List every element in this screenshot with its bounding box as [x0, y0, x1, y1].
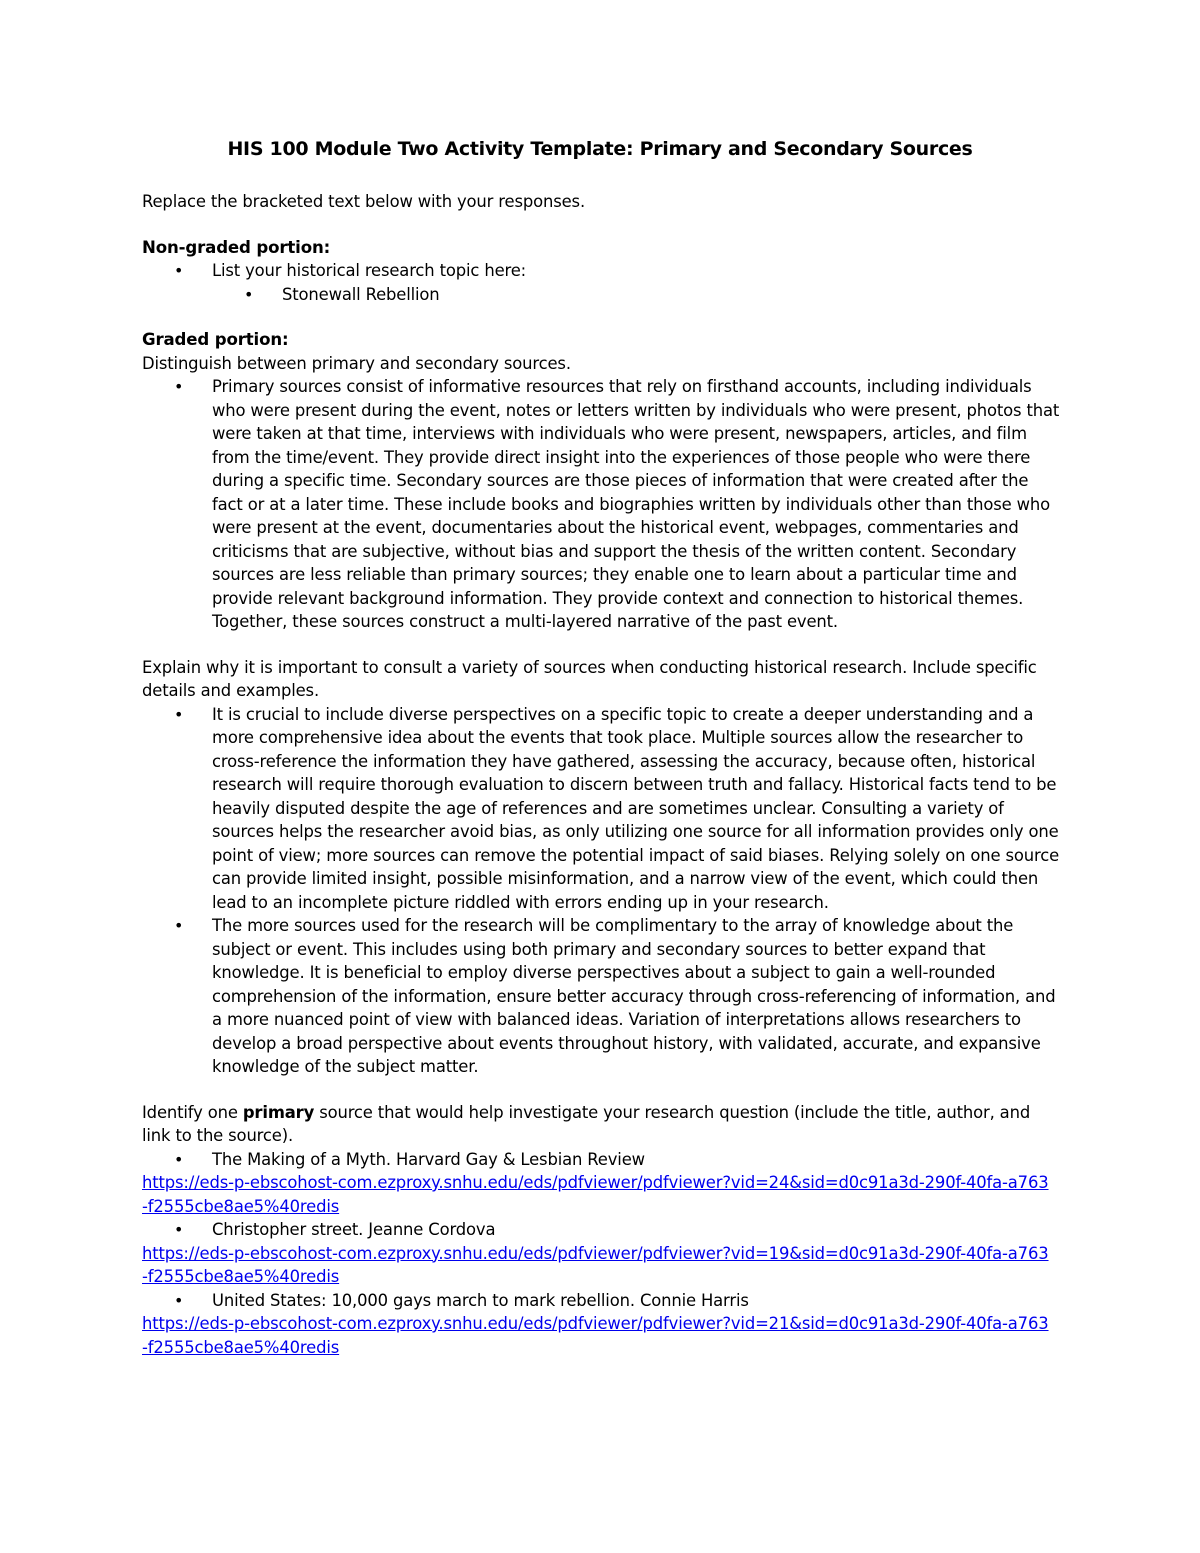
- graded-heading: Graded portion:: [142, 330, 289, 349]
- document-body: [142, 190, 1062, 1359]
- answer-two-part-two: • The more sources used for the research will be complimentary to the array of knowledge about the subject or event. This includes using both primary and secondary sources to better expand that knowledge. It is beneficial to employ diverse perspectives about a subject to gain a well-rounded comprehension of the information, ensure better accuracy through cross-referencing of information, and a more nuanced point of view with balanced ideas. Variation of interpretations allows researchers to develop a broad perspective about events throughout history, with validated, accurate, and expansive knowledge of the subject matter.: [142, 914, 1062, 1079]
- sources-list: [142, 1148, 1062, 1360]
- question-two: Explain why it is important to consult a variety of sources when conducting historical research. Include specific details and examples.: [142, 657, 1037, 700]
- source-link-3[interactable]: https://eds-p-ebscohost-com.ezproxy.snhu.edu/eds/pdfviewer/pdfviewer?vid=21&sid=d0c91a3d-290f-40fa-a763-f2555cbe8ae5%40redis: [142, 1314, 1049, 1357]
- non-graded-heading: Non-graded portion:: [142, 237, 331, 257]
- source-citation-2: • Christopher street. Jeanne Cordova: [142, 1218, 1062, 1242]
- question-three-emphasis: primary: [242, 1102, 315, 1122]
- question-three-before: Identify one: [142, 1102, 243, 1122]
- answer-two-part-one: • It is crucial to include diverse perspectives on a specific topic to create a deeper understanding and a more comprehensive idea about the events that took place. Multiple sources allow the researcher to cross-reference the information they have gathered, assessing the accuracy, because often, historical research will require thorough evaluation to discern between truth and fallacy. Historical facts tend to be heavily disputed despite the age of references and are sometimes unclear. Consulting a variety of sources helps the researcher avoid bias, as only utilizing one source for all information provides only one point of view; more sources can remove the potential impact of said biases. Relying solely on one source can provide limited insight, possible misinformation, and a narrow view of the event, which could then lead to an incomplete picture riddled with errors ending up in your research.: [142, 703, 1062, 915]
- question-three-after: source that would help investigate your research question (include the title, author, and link to the source).: [142, 1102, 1031, 1145]
- research-topic-answer: • Stonewall Rebellion: [142, 283, 1062, 307]
- answer-one: • Primary sources consist of informative resources that rely on firsthand accounts, including individuals who were present during the event, notes or letters written by individuals who were present, photos that were taken at that time, interviews with individuals who were present, newspapers, articles, and film from the time/event. They provide direct insight into the experiences of those people who were there during a specific time. Secondary sources are those pieces of information that were created after the fact or at a later time. These include books and biographies written by individuals other than those who were present at the event, documentaries about the historical event, webpages, commentaries and criticisms that are subjective, without bias and support the thesis of the written content. Secondary sources are less reliable than primary sources; they enable one to learn about a particular time and provide relevant background information. They provide context and connection to historical themes. Together, these sources construct a multi-layered narrative of the past event.: [142, 375, 1062, 634]
- list-item: • List your historical research topic here:: [142, 259, 1062, 283]
- question-one: Distinguish between primary and secondary sources.: [142, 353, 571, 373]
- instructions-text: Replace the bracketed text below with your responses.: [142, 192, 586, 211]
- source-link-1[interactable]: https://eds-p-ebscohost-com.ezproxy.snhu.edu/eds/pdfviewer/pdfviewer?vid=24&sid=d0c91a3d-290f-40fa-a763-f2555cbe8ae5%40redis: [142, 1173, 1049, 1216]
- question-three: [142, 1101, 1062, 1148]
- source-citation-3: • United States: 10,000 gays march to mark rebellion. Connie Harris: [142, 1289, 1062, 1313]
- source-citation-1: • The Making of a Myth. Harvard Gay & Lesbian Review: [142, 1148, 1062, 1172]
- non-graded-list: [142, 259, 1062, 306]
- source-link-2[interactable]: https://eds-p-ebscohost-com.ezproxy.snhu.edu/eds/pdfviewer/pdfviewer?vid=19&sid=d0c91a3d-290f-40fa-a763-f2555cbe8ae5%40redis: [142, 1243, 1049, 1286]
- answer-two-list: [142, 703, 1062, 1079]
- document-title: HIS 100 Module Two Activity Template: Primary and Secondary Sources: [227, 138, 973, 160]
- answer-one-list: [142, 375, 1062, 634]
